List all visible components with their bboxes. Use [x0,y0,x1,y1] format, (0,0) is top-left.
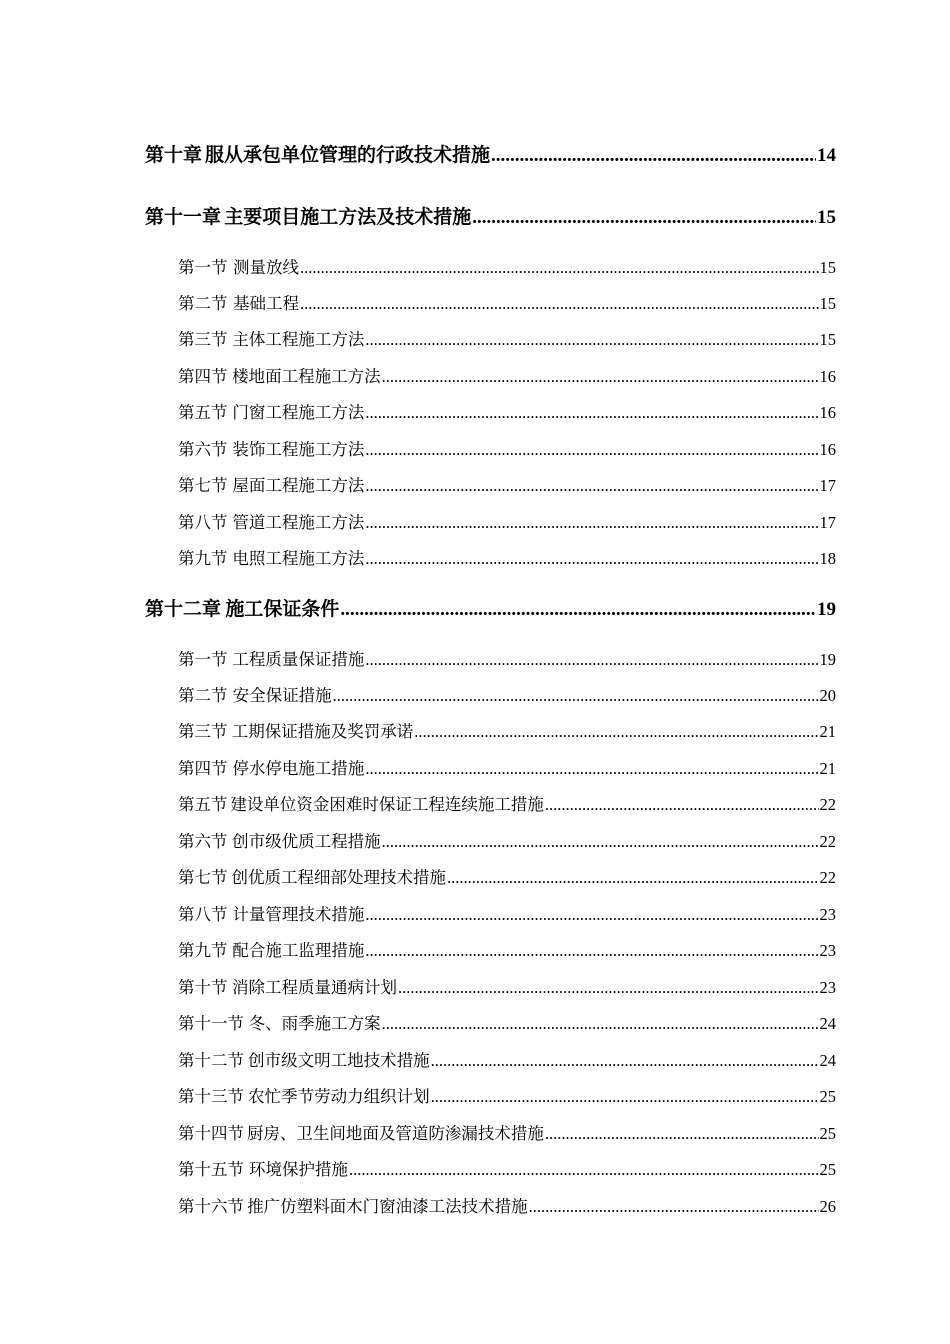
toc-entry-number: 第十三节 [178,1087,244,1106]
toc-entry-title: 电照工程施工方法 [232,549,365,568]
toc-dot-leader [365,759,818,779]
toc-section-entry[interactable] [178,363,836,387]
toc-entry-number: 第八节 [178,905,228,924]
toc-chapter-entry[interactable] [145,594,836,621]
toc-entry-page-number: 20 [819,686,836,705]
toc-entry-page-number: 22 [819,795,836,814]
toc-section-entry[interactable] [178,1047,836,1071]
toc-section-entry[interactable] [178,682,836,706]
toc-entry-number: 第七节 [178,868,228,887]
toc-entry-page-number: 26 [819,1197,836,1216]
toc-entry-number: 第十章 [145,144,203,166]
toc-dot-leader [382,1014,819,1034]
toc-entry-title: 楼地面工程施工方法 [232,367,381,386]
toc-entry-page-number: 21 [819,759,836,778]
toc-entry-page-number: 18 [819,549,836,568]
toc-entry-title: 停水停电施工措施 [232,759,365,778]
toc-entry-page-number: 22 [819,868,836,887]
toc-entry-number: 第六节 [178,832,228,851]
toc-dot-leader [447,868,819,888]
toc-dot-leader [365,941,818,961]
toc-entry-page-number: 21 [819,722,836,741]
toc-section-entry[interactable] [178,399,836,423]
toc-dot-leader [545,795,819,815]
toc-dot-leader [414,722,818,742]
toc-entry-page-number: 16 [819,367,836,386]
toc-section-entry[interactable] [178,509,836,533]
toc-entry-page-number: 14 [817,145,836,166]
toc-entry-number: 第五节 [178,403,228,422]
toc-section-entry[interactable] [178,828,836,852]
toc-entry-number: 第二节 [178,686,228,705]
toc-entry-number: 第七节 [178,476,228,495]
toc-entry-number: 第四节 [178,759,228,778]
toc-entry-title: 环境保护措施 [248,1160,348,1179]
toc-entry-page-number: 23 [819,978,836,997]
toc-entry-number: 第三节 [178,330,228,349]
toc-entry-number: 第一节 [178,258,228,277]
toc-section-entry[interactable] [178,1193,836,1217]
toc-entry-title: 厨房、卫生间地面及管道防渗漏技术措施 [246,1124,544,1143]
toc-entry-page-number: 25 [819,1160,836,1179]
toc-entry-number: 第九节 [178,941,228,960]
toc-entry-title: 工程质量保证措施 [232,650,365,669]
toc-entry-title: 屋面工程施工方法 [232,476,365,495]
toc-entry-number: 第九节 [178,549,228,568]
toc-dot-leader [365,403,818,423]
toc-entry-title: 门窗工程施工方法 [232,403,365,422]
toc-dot-leader [431,1051,819,1071]
toc-entry-page-number: 15 [819,258,836,277]
toc-section-entry[interactable] [178,326,836,350]
toc-section-entry[interactable] [178,718,836,742]
toc-dot-leader [340,599,816,621]
toc-dot-leader [431,1087,819,1107]
toc-entry-number: 第四节 [178,367,228,386]
toc-dot-leader [398,978,819,998]
toc-entry-page-number: 22 [819,832,836,851]
toc-section-entry[interactable] [178,1083,836,1107]
toc-entry-page-number: 25 [819,1124,836,1143]
toc-chapter-entry[interactable] [145,202,836,229]
toc-entry-page-number: 16 [819,440,836,459]
toc-dot-leader [382,832,819,852]
toc-chapter-entry[interactable] [145,140,836,167]
toc-dot-leader [382,367,819,387]
toc-entry-number: 第十四节 [178,1124,244,1143]
toc-dot-leader [365,905,818,925]
toc-entry-page-number: 24 [819,1051,836,1070]
toc-entry-number: 第三节 [178,722,228,741]
toc-section-entry[interactable] [178,864,836,888]
toc-dot-leader [545,1124,819,1144]
toc-entry-number: 第一节 [178,650,228,669]
toc-entry-page-number: 15 [817,207,836,228]
toc-dot-leader [349,1160,819,1180]
toc-entry-number: 第五节 [178,795,228,814]
toc-dot-leader [491,145,816,167]
toc-section-entry[interactable] [178,901,836,925]
toc-entry-number: 第十二节 [178,1051,244,1070]
toc-entry-title: 冬、雨季施工方案 [248,1014,381,1033]
toc-entry-number: 第十六节 [178,1197,244,1216]
toc-dot-leader [365,650,818,670]
toc-section-entry[interactable] [178,646,836,670]
toc-entry-title: 农忙季节劳动力组织计划 [248,1087,430,1106]
toc-entry-page-number: 23 [819,941,836,960]
toc-entry-page-number: 15 [819,294,836,313]
toc-entry-title: 建设单位资金困难时保证工程连续施工措施 [230,795,544,814]
toc-entry-title: 服从承包单位管理的行政技术措施 [205,144,491,166]
toc-entry-title: 推广仿塑料面木门窗油漆工法技术措施 [247,1197,528,1216]
toc-dot-leader [365,330,818,350]
toc-entry-page-number: 25 [819,1087,836,1106]
toc-entry-number: 第十节 [178,978,228,997]
toc-section-entry[interactable] [178,545,836,569]
toc-entry-title: 创市级文明工地技术措施 [248,1051,430,1070]
toc-entry-page-number: 19 [817,599,836,620]
toc-dot-leader [529,1197,819,1217]
toc-entry-page-number: 19 [819,650,836,669]
toc-entry-number: 第十一节 [178,1014,244,1033]
toc-entry-title: 测量放线 [233,258,299,277]
toc-entry-page-number: 16 [819,403,836,422]
toc-entry-title: 工期保证措施及奖罚承诺 [231,722,414,741]
toc-entry-title: 创市级优质工程措施 [232,832,381,851]
toc-entry-title: 消除工程质量通病计划 [231,978,397,997]
toc-section-entry[interactable] [178,1010,836,1034]
toc-dot-leader [300,294,819,314]
toc-entry-page-number: 24 [819,1014,836,1033]
toc-entry-title: 主要项目施工方法及技术措施 [224,206,472,228]
toc-section-entry[interactable] [178,436,836,460]
toc-section-entry[interactable] [178,1120,836,1144]
toc-dot-leader [365,549,818,569]
toc-section-entry[interactable] [178,755,836,779]
toc-dot-leader [365,440,818,460]
toc-entry-title: 配合施工监理措施 [232,941,365,960]
toc-dot-leader [300,258,819,278]
toc-dot-leader [333,686,819,706]
toc-entry-title: 管道工程施工方法 [232,513,365,532]
toc-section-entry[interactable] [178,1156,836,1180]
toc-entry-number: 第六节 [178,440,228,459]
toc-entry-page-number: 17 [819,476,836,495]
toc-section-entry[interactable] [178,290,836,314]
toc-entry-page-number: 15 [819,330,836,349]
toc-entry-number: 第十一章 [145,206,222,228]
toc-entry-title: 装饰工程施工方法 [232,440,365,459]
toc-entry-title: 施工保证条件 [225,598,340,620]
toc-section-entry[interactable] [178,472,836,496]
toc-entry-number: 第二节 [178,294,228,313]
toc-entry-number: 第八节 [178,513,228,532]
toc-entry-page-number: 17 [819,513,836,532]
toc-entry-number: 第十五节 [178,1160,244,1179]
toc-entry-page-number: 23 [819,905,836,924]
toc-section-entry[interactable] [178,937,836,961]
toc-section-entry[interactable] [178,791,836,815]
toc-entry-title: 安全保证措施 [232,686,332,705]
toc-dot-leader [365,476,818,496]
toc-entry-title: 主体工程施工方法 [232,330,365,349]
toc-section-entry[interactable] [178,974,836,998]
toc-section-entry[interactable] [178,254,836,278]
toc-entry-title: 计量管理技术措施 [232,905,365,924]
toc-dot-leader [472,207,816,229]
toc-entry-title: 基础工程 [233,294,299,313]
toc-entry-number: 第十二章 [145,598,222,620]
toc-dot-leader [365,513,818,533]
toc-entry-title: 创优质工程细部处理技术措施 [231,868,446,887]
